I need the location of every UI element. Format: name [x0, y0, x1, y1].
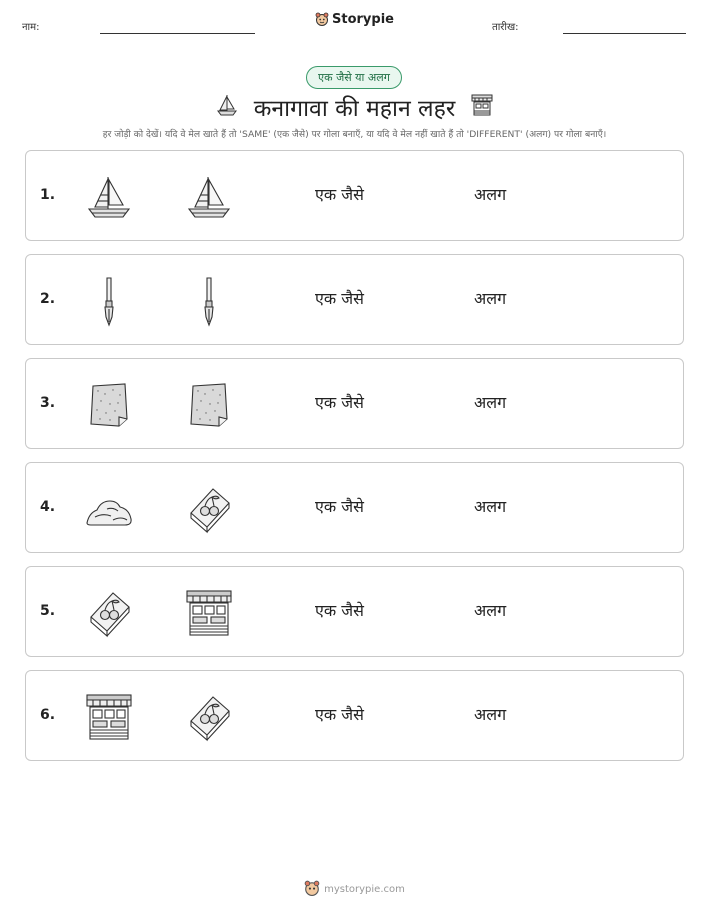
title-stall-icon — [469, 92, 495, 122]
question-number: 2. — [40, 291, 56, 307]
stall-icon — [183, 587, 235, 639]
page-title: कनागावा की महान लहर — [253, 96, 456, 122]
option-same[interactable]: एक जैसे — [315, 601, 364, 620]
date-line[interactable] — [563, 33, 686, 34]
option-different[interactable]: अलग — [474, 393, 507, 412]
option-same[interactable]: एक जैसे — [315, 705, 364, 724]
footer — [0, 880, 709, 899]
cherry-box-icon — [83, 587, 135, 639]
question-row-4 — [25, 462, 684, 553]
activity-badge: एक जैसे या अलग — [306, 66, 402, 89]
option-same[interactable]: एक जैसे — [315, 393, 364, 412]
option-different[interactable]: अलग — [474, 705, 507, 724]
cherry-box-icon — [183, 483, 235, 535]
paper-icon — [83, 379, 135, 431]
title-row — [0, 90, 709, 124]
brush-icon — [83, 275, 135, 327]
name-label: नाम: — [22, 22, 40, 33]
name-line[interactable] — [100, 33, 255, 34]
brand — [0, 12, 709, 30]
storypie-logo-icon — [315, 12, 329, 30]
date-label: तारीख: — [492, 22, 519, 33]
stall-icon — [83, 691, 135, 743]
question-row-1 — [25, 150, 684, 241]
option-same[interactable]: एक जैसे — [315, 497, 364, 516]
question-number: 4. — [40, 499, 56, 515]
storypie-logo-icon — [304, 880, 320, 899]
instructions: हर जोड़ी को देखें। यदि वे मेल खाते हैं तो 'SAME' (एक जैसे) पर गोला बनाएँ, या यदि वे मेल नहीं खाते हैं तो 'DIFFERENT' (अलग) पर गोला बनाएँ। — [102, 129, 607, 140]
option-different[interactable]: अलग — [474, 601, 507, 620]
question-number: 5. — [40, 603, 56, 619]
question-row-5 — [25, 566, 684, 657]
brush-icon — [183, 275, 235, 327]
option-same[interactable]: एक जैसे — [315, 289, 364, 308]
option-different[interactable]: अलग — [474, 497, 507, 516]
option-different[interactable]: अलग — [474, 289, 507, 308]
question-row-6 — [25, 670, 684, 761]
brand-name: Storypie — [332, 12, 394, 27]
question-number: 1. — [40, 187, 56, 203]
footer-url[interactable]: mystorypie.com — [324, 884, 405, 895]
question-row-3 — [25, 358, 684, 449]
option-same[interactable]: एक जैसे — [315, 185, 364, 204]
boat-icon — [183, 171, 235, 223]
question-number: 6. — [40, 707, 56, 723]
question-number: 3. — [40, 395, 56, 411]
title-boat-icon — [214, 92, 240, 122]
wave-icon — [83, 483, 135, 535]
cherry-box-icon — [183, 691, 235, 743]
paper-icon — [183, 379, 235, 431]
option-different[interactable]: अलग — [474, 185, 507, 204]
boat-icon — [83, 171, 135, 223]
question-row-2 — [25, 254, 684, 345]
